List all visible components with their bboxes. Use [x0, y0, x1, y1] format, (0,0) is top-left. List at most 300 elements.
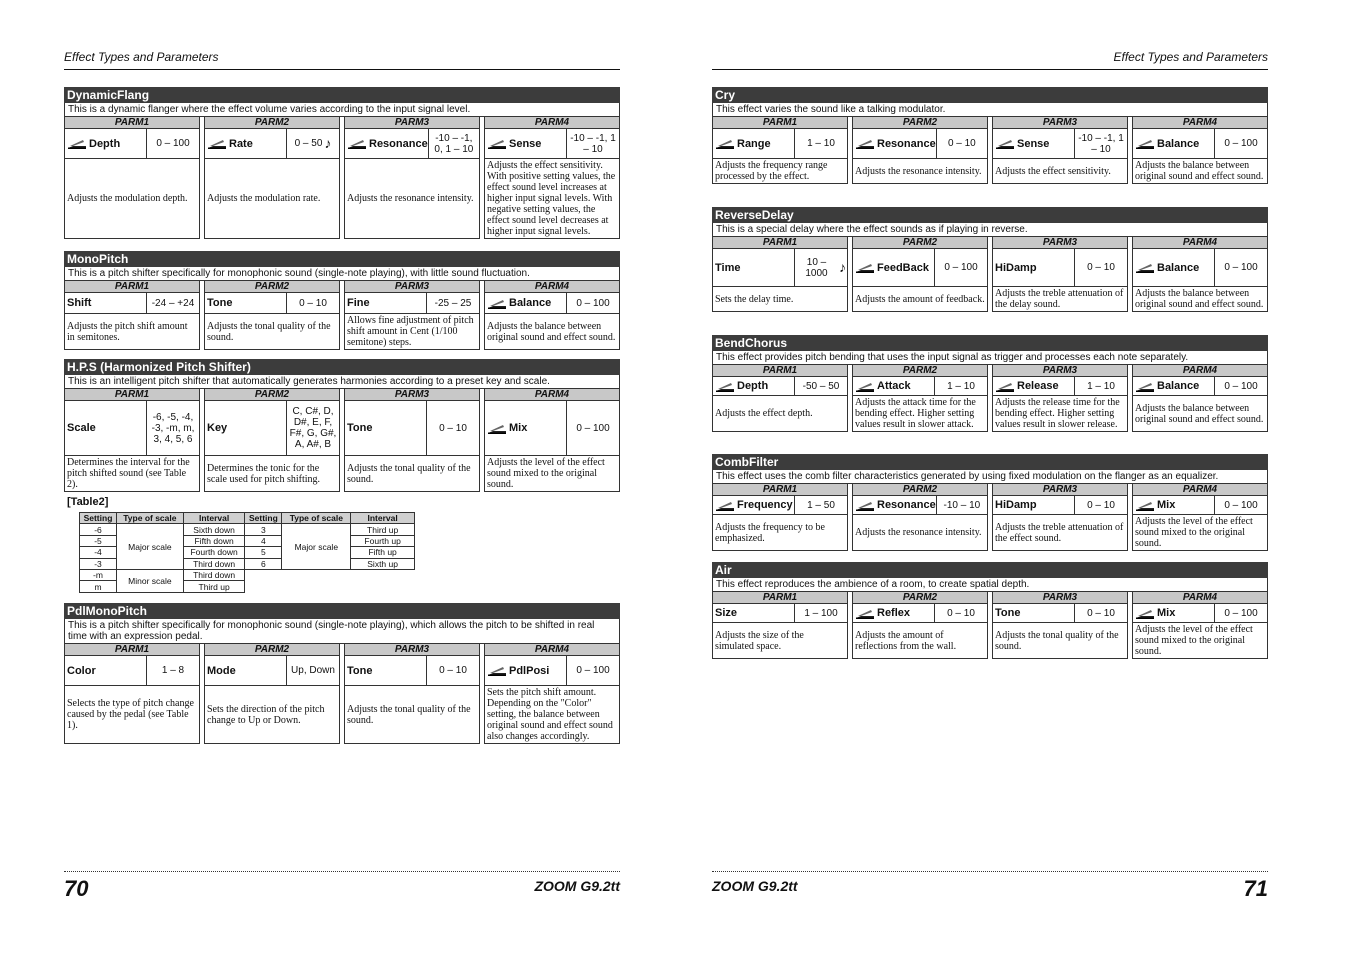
parameter-description: Adjusts the modulation depth.: [67, 193, 188, 204]
expression-pedal-icon: [487, 665, 509, 677]
table2-cell: Third up: [183, 581, 245, 592]
parameter-range: 1 – 8: [161, 665, 185, 676]
parameter-column: [344, 644, 480, 744]
parameter-row: [853, 496, 987, 515]
table2-cell: -4: [80, 547, 117, 558]
parameter-header: PARM3: [345, 389, 479, 401]
parameter-header: PARM4: [1133, 592, 1267, 604]
parameter-range: 10 – 1000: [805, 256, 828, 279]
parameter-row: [1133, 249, 1267, 287]
parameter-range-cell: [937, 129, 987, 158]
parameter-column: [1132, 237, 1268, 312]
parameter-range-cell: [1215, 496, 1267, 514]
parameter-range-cell: [1215, 377, 1267, 395]
parameter-name: Shift: [67, 297, 92, 309]
parameter-description: Adjusts the balance between original sound and effect sound.: [487, 320, 616, 343]
parameter-name-cell: [485, 293, 567, 313]
table2-cell: Fourth down: [183, 547, 245, 558]
parameter-range: 0 – 10: [947, 138, 976, 149]
parameter-row: [65, 656, 199, 686]
effect-block: [64, 251, 620, 350]
parameter-description: Adjusts the effect depth.: [715, 408, 813, 419]
parameter-header: PARM3: [993, 237, 1127, 249]
table2-header: Type of scale: [282, 513, 351, 524]
parameter-column: [712, 484, 848, 551]
parameter-description: Adjusts the size of the simulated space.: [715, 629, 804, 652]
parameter-description: Adjusts the pitch shift amount in semitones.: [67, 320, 188, 343]
parameter-range: -50 – 50: [802, 380, 840, 392]
parameter-name: Mode: [207, 664, 236, 677]
parameter-name-cell: [713, 604, 795, 622]
effect-description: This effect provides pitch bending that uses the input signal as trigger and processes each note separately.: [712, 351, 1268, 365]
parameter-row: [993, 496, 1127, 515]
table2-header: Interval: [183, 513, 245, 524]
parameter-column: [992, 117, 1128, 184]
parameter-header: PARM1: [65, 644, 199, 656]
parameter-name-cell: [993, 377, 1075, 395]
parameter-name-cell: [853, 249, 935, 286]
effect-block: [64, 87, 620, 239]
parameter-description: Adjusts the frequency to be emphasized.: [715, 521, 825, 544]
effect-block: [64, 359, 620, 492]
effect-title: Cry: [712, 87, 1268, 103]
effect-title: Air: [712, 562, 1268, 578]
parameter-name-cell: [1133, 129, 1215, 158]
parameter-name-cell: [853, 604, 935, 622]
parameter-range-cell: [935, 377, 987, 395]
parameter-range: 0 – 100: [156, 138, 190, 149]
parameter-description: Determines the tonic for the scale used for pitch shifting.: [207, 462, 321, 485]
parameter-header: PARM2: [205, 389, 339, 401]
effect-title: H.P.S (Harmonized Pitch Shifter): [64, 359, 620, 375]
parameter-header: PARM1: [65, 281, 199, 293]
parameter-columns: [712, 365, 1268, 432]
parameter-name: Sense: [509, 137, 542, 150]
parameter-range: -6, -5, -4, -3, -m, m, 3, 4, 5, 6: [151, 411, 195, 445]
parameter-name: Color: [67, 664, 96, 677]
parameter-range-cell: [937, 496, 987, 514]
parameter-range-cell: [795, 249, 847, 286]
expression-pedal-icon: [347, 138, 369, 150]
parameter-description: Sets the delay time.: [715, 293, 794, 305]
parameter-header: PARM4: [1133, 365, 1267, 377]
parameter-header: PARM4: [1133, 117, 1267, 129]
table2-cell: 3: [245, 524, 282, 535]
parameter-name-cell: [485, 129, 567, 158]
parameter-column: [992, 365, 1128, 432]
parameter-column: [992, 237, 1128, 312]
effect-block: [64, 603, 620, 744]
parameter-column: [204, 644, 340, 744]
parameter-description: Adjusts the release time for the bending effect. Higher setting values result in slower release.: [995, 397, 1120, 430]
parameter-name-cell: [65, 293, 147, 313]
effect-title: CombFilter: [712, 454, 1268, 470]
parameter-name: Balance: [509, 297, 552, 309]
parameter-name: FeedBack: [877, 261, 929, 274]
parameter-header: PARM1: [65, 117, 199, 129]
header-title: Effect Types and Parameters: [64, 50, 219, 64]
parameter-column: [1132, 117, 1268, 184]
parameter-description: Adjusts the resonance intensity.: [855, 527, 982, 538]
parameter-row: [485, 656, 619, 686]
parameter-header: PARM3: [993, 484, 1127, 496]
parameter-range-cell: [1075, 377, 1127, 395]
running-header: [712, 49, 1268, 70]
parameter-range-cell: [1075, 249, 1127, 286]
parameter-row: [713, 129, 847, 159]
parameter-range: 0 – 100: [576, 297, 610, 309]
parameter-column: [484, 117, 620, 239]
expression-pedal-icon: [1135, 607, 1157, 619]
parameter-range-cell: [147, 656, 199, 685]
parameter-row: [345, 401, 479, 456]
parameter-range: 1 – 10: [1087, 380, 1115, 392]
expression-pedal-icon: [995, 138, 1017, 150]
parameter-name: Tone: [995, 607, 1021, 619]
parameter-header: PARM3: [993, 117, 1127, 129]
parameter-name-cell: [1133, 377, 1215, 395]
parameter-description: Adjusts the tonal quality of the sound.: [347, 462, 471, 485]
parameter-columns: [64, 117, 620, 239]
table2-cell: Fifth down: [183, 535, 245, 546]
parameter-row: [713, 249, 847, 287]
table2-header: Setting: [245, 513, 282, 524]
parameter-row: [1133, 377, 1267, 396]
parameter-description: Adjusts the amount of feedback.: [855, 293, 985, 305]
parameter-name: Balance: [1157, 137, 1200, 150]
parameter-description: Adjusts the balance between original sound and effect sound.: [1135, 160, 1264, 182]
parameter-range-cell: [427, 656, 479, 685]
parameter-name-cell: [993, 496, 1075, 514]
parameter-range-cell: [795, 604, 847, 622]
parameter-header: PARM2: [853, 117, 987, 129]
parameter-range: Up, Down: [291, 665, 335, 676]
parameter-header: PARM4: [485, 389, 619, 401]
parameter-description: Adjusts the resonance intensity.: [347, 193, 474, 204]
parameter-name: Fine: [347, 297, 370, 309]
parameter-range: -10 – -1, 1 – 10: [1078, 132, 1124, 155]
table2: [79, 512, 415, 593]
parameter-header: PARM2: [205, 281, 339, 293]
parameter-name: Tone: [347, 422, 373, 434]
parameter-description: Selects the type of pitch change caused by the pedal (see Table 1).: [67, 698, 194, 731]
parameter-row: [1133, 496, 1267, 515]
parameter-range-cell: [287, 293, 339, 313]
parameter-row: [205, 656, 339, 686]
parameter-range-cell: [935, 604, 987, 622]
table2-header: Type of scale: [116, 513, 183, 524]
parameter-columns: [712, 117, 1268, 184]
parameter-name-cell: [853, 377, 935, 395]
parameter-name-cell: [993, 249, 1075, 286]
parameter-name: Tone: [207, 297, 233, 309]
parameter-range: 0 – 10: [439, 422, 467, 434]
parameter-description: Adjusts the effect sensitivity. With positive setting values, the effect sound level increases at higher input signal levels. With negative setting values, the effect sound level decreases at higher input signal levels.: [487, 160, 616, 237]
parameter-range: -10 – -1, 0, 1 – 10: [434, 132, 474, 155]
parameter-column: [1132, 484, 1268, 551]
parameter-range: 0 – 100: [1224, 499, 1258, 511]
parameter-range: 0 – 100: [1224, 607, 1258, 619]
page-number: 70: [64, 876, 89, 901]
parameter-header: PARM2: [853, 365, 987, 377]
parameter-row: [65, 401, 199, 456]
effect-description: This is a special delay where the effect sounds as if playing in reverse.: [712, 223, 1268, 237]
parameter-header: PARM2: [205, 644, 339, 656]
table2-header: Interval: [351, 513, 415, 524]
parameter-range-cell: [287, 129, 339, 158]
parameter-column: [344, 389, 480, 492]
parameter-name-cell: [993, 129, 1075, 158]
parameter-name-cell: [485, 401, 567, 455]
expression-pedal-icon: [715, 138, 737, 150]
effect-block: [712, 454, 1268, 551]
parameter-range-cell: [147, 129, 199, 158]
parameter-range-cell: [287, 401, 339, 455]
parameter-column: [204, 281, 340, 350]
parameter-column: [992, 484, 1128, 551]
parameter-range-cell: [567, 401, 619, 455]
parameter-row: [1133, 129, 1267, 159]
table2-cell: Fourth up: [351, 535, 415, 546]
parameter-column: [64, 281, 200, 350]
parameter-range-cell: [287, 656, 339, 685]
parameter-column: [64, 389, 200, 492]
parameter-range: 0 – 100: [1224, 262, 1258, 273]
parameter-header: PARM1: [713, 484, 847, 496]
parameter-description: Adjusts the level of the effect sound mixed to the original sound.: [487, 457, 605, 490]
parameter-row: [345, 293, 479, 314]
parameter-name: Rate: [229, 137, 253, 150]
parameter-row: [205, 401, 339, 456]
expression-pedal-icon: [487, 422, 509, 434]
parameter-row: [993, 249, 1127, 287]
parameter-range: 0 – 100: [1224, 380, 1258, 392]
effect-title: DynamicFlang: [64, 87, 620, 103]
parameter-row: [205, 129, 339, 159]
table2-cell: Major scale: [116, 524, 183, 570]
table2-cell: 4: [245, 535, 282, 546]
parameter-range: -10 – 10: [943, 499, 981, 511]
parameter-row: [345, 129, 479, 159]
parameter-range-cell: [1215, 604, 1267, 622]
parameter-name: Depth: [89, 137, 121, 150]
parameter-range: -24 – +24: [151, 297, 195, 309]
parameter-header: PARM2: [853, 484, 987, 496]
parameter-name-cell: [65, 129, 147, 158]
header-title: Effect Types and Parameters: [1113, 50, 1268, 64]
parameter-description: Sets the pitch shift amount. Depending on the "Color" setting, the balance between original sound and effect sound also changes accordingly.: [487, 687, 613, 742]
effect-block: [712, 87, 1268, 184]
parameter-range: C, C#, D, D#, E, F, F#, G, G#, A, A#, B: [289, 406, 337, 450]
parameter-header: PARM1: [713, 365, 847, 377]
parameter-header: PARM4: [485, 117, 619, 129]
parameter-description: Adjusts the tonal quality of the sound.: [995, 629, 1119, 652]
parameter-range-cell: [1215, 249, 1267, 286]
parameter-description: Adjusts the resonance intensity.: [855, 165, 982, 177]
parameter-name: Time: [715, 261, 741, 274]
parameter-row: [853, 377, 987, 396]
parameter-column: [344, 117, 480, 239]
parameter-header: PARM3: [345, 281, 479, 293]
effect-title: MonoPitch: [64, 251, 620, 267]
tempo-sync-note-icon: ♪: [324, 135, 332, 151]
parameter-range-cell: [567, 293, 619, 313]
parameter-name-cell: [345, 656, 427, 685]
parameter-header: PARM3: [993, 592, 1127, 604]
table2-cell: Third up: [351, 524, 415, 535]
parameter-header: PARM4: [485, 644, 619, 656]
parameter-range: 1 – 10: [947, 380, 975, 392]
table2-cell: Sixth down: [183, 524, 245, 535]
parameter-name-cell: [713, 377, 795, 395]
expression-pedal-icon: [1135, 380, 1157, 392]
parameter-name: Attack: [877, 380, 911, 392]
parameter-name-cell: [1133, 249, 1215, 286]
parameter-row: [65, 129, 199, 159]
table2-cell: -3: [80, 558, 117, 569]
parameter-description: Adjusts the tonal quality of the sound.: [347, 703, 471, 726]
parameter-description: Sets the direction of the pitch change to Up or Down.: [207, 703, 325, 726]
parameter-description: Allows fine adjustment of pitch shift amount in Cent (1/100 semitone) steps.: [347, 315, 474, 348]
right-page: [712, 0, 1268, 954]
expression-pedal-icon: [487, 297, 509, 309]
parameter-range-cell: [1075, 496, 1127, 514]
table2-cell: 6: [245, 558, 282, 569]
table2-cell: -m: [80, 569, 117, 580]
parameter-description: Adjusts the level of the effect sound mixed to the original sound.: [1135, 624, 1253, 657]
effect-description: This effect reproduces the ambience of a room, to create spatial depth.: [712, 578, 1268, 592]
parameter-row: [853, 604, 987, 623]
table2-cell: 5: [245, 547, 282, 558]
parameter-row: [993, 377, 1127, 396]
parameter-name: Resonance: [369, 137, 428, 150]
parameter-column: [712, 117, 848, 184]
parameter-header: PARM4: [1133, 484, 1267, 496]
parameter-header: PARM2: [853, 237, 987, 249]
parameter-name-cell: [1133, 496, 1215, 514]
parameter-description: Adjusts the treble attenuation of the effect sound.: [995, 521, 1124, 544]
parameter-name: Depth: [737, 380, 769, 392]
parameter-name-cell: [345, 293, 427, 313]
parameter-name-cell: [345, 129, 429, 158]
expression-pedal-icon: [715, 380, 737, 392]
effect-block: [712, 207, 1268, 312]
parameter-name-cell: [993, 604, 1075, 622]
parameter-range-cell: [567, 129, 619, 158]
parameter-name-cell: [713, 496, 795, 514]
effect-block: [712, 562, 1268, 659]
parameter-range: 1 – 100: [804, 607, 838, 619]
parameter-name: Resonance: [877, 137, 936, 150]
effect-description: This effect uses the comb filter characteristics generated by using fixed modulation on the flanger as an equalizer.: [712, 470, 1268, 484]
expression-pedal-icon: [1135, 138, 1157, 150]
parameter-range-cell: [795, 377, 847, 395]
effect-description: This is a pitch shifter specifically for monophonic sound (single-note playing), with little sound fluctuation.: [64, 267, 620, 281]
parameter-column: [64, 644, 200, 744]
parameter-range: 0 – 10: [1087, 499, 1115, 511]
parameter-name-cell: [205, 293, 287, 313]
parameter-name-cell: [1133, 604, 1215, 622]
parameter-range-cell: [427, 293, 479, 313]
effect-description: This is a pitch shifter specifically for monophonic sound (single-note playing), which allows the pitch to be shifted in real time with an expression pedal.: [64, 619, 620, 644]
expression-pedal-icon: [855, 380, 877, 392]
page-number: 71: [1243, 876, 1268, 901]
parameter-column: [204, 389, 340, 492]
running-header: [64, 49, 620, 70]
parameter-range: 0 – 10: [947, 607, 975, 619]
parameter-column: [204, 117, 340, 239]
parameter-range: 0 – 10: [1087, 607, 1115, 619]
parameter-name: Resonance: [877, 499, 936, 511]
parameter-range: 0 – 50: [294, 138, 323, 149]
parameter-description: Adjusts the balance between original sound and effect sound.: [1135, 288, 1264, 310]
effect-description: This is an intelligent pitch shifter that automatically generates harmonies according to a preset key and scale.: [64, 375, 620, 389]
parameter-name: Sense: [1017, 137, 1050, 150]
parameter-name: Balance: [1157, 380, 1200, 392]
parameter-name: Balance: [1157, 261, 1200, 274]
parameter-range: 0 – 10: [299, 297, 327, 309]
parameter-header: PARM3: [345, 644, 479, 656]
parameter-range: 0 – 10: [439, 665, 467, 676]
parameter-name-cell: [853, 129, 937, 158]
effect-title: PdlMonoPitch: [64, 603, 620, 619]
parameter-range-cell: [567, 656, 619, 685]
parameter-column: [1132, 365, 1268, 432]
table2-header: Setting: [80, 513, 117, 524]
parameter-header: PARM1: [713, 237, 847, 249]
parameter-name-cell: [345, 401, 427, 455]
parameter-column: [712, 592, 848, 659]
parameter-columns: [712, 592, 1268, 659]
parameter-name-cell: [205, 656, 287, 685]
table2-label: [Table2]: [67, 496, 109, 508]
parameter-name: Size: [715, 607, 738, 619]
parameter-name-cell: [853, 496, 937, 514]
table2-cell: Third down: [183, 558, 245, 569]
parameter-name: Mix: [1157, 499, 1176, 511]
expression-pedal-icon: [855, 607, 877, 619]
parameter-name: HiDamp: [995, 499, 1037, 511]
parameter-columns: [64, 389, 620, 492]
parameter-name-cell: [713, 249, 795, 286]
parameter-row: [205, 293, 339, 314]
effect-description: This is a dynamic flanger where the effect volume varies according to the input signal level.: [64, 103, 620, 117]
expression-pedal-icon: [715, 499, 737, 511]
parameter-column: [992, 592, 1128, 659]
effect-block: [712, 335, 1268, 432]
parameter-columns: [64, 281, 620, 350]
parameter-name: Mix: [1157, 607, 1176, 619]
parameter-description: Adjusts the balance between original sound and effect sound.: [1135, 402, 1264, 425]
parameter-range-cell: [795, 496, 847, 514]
parameter-header: PARM3: [993, 365, 1127, 377]
parameter-column: [852, 117, 988, 184]
parameter-name: Frequency: [737, 499, 793, 511]
parameter-column: [852, 484, 988, 551]
expression-pedal-icon: [855, 262, 877, 274]
parameter-name-cell: [713, 129, 795, 158]
parameter-range: 0 – 100: [576, 665, 610, 676]
parameter-header: PARM1: [713, 592, 847, 604]
expression-pedal-icon: [1135, 499, 1157, 511]
parameter-range: 0 – 100: [576, 422, 610, 434]
parameter-range-cell: [935, 249, 987, 286]
parameter-row: [65, 293, 199, 314]
parameter-column: [852, 592, 988, 659]
table2-cell: m: [80, 581, 117, 592]
parameter-name: PdlPosi: [509, 664, 550, 677]
parameter-row: [853, 129, 987, 159]
